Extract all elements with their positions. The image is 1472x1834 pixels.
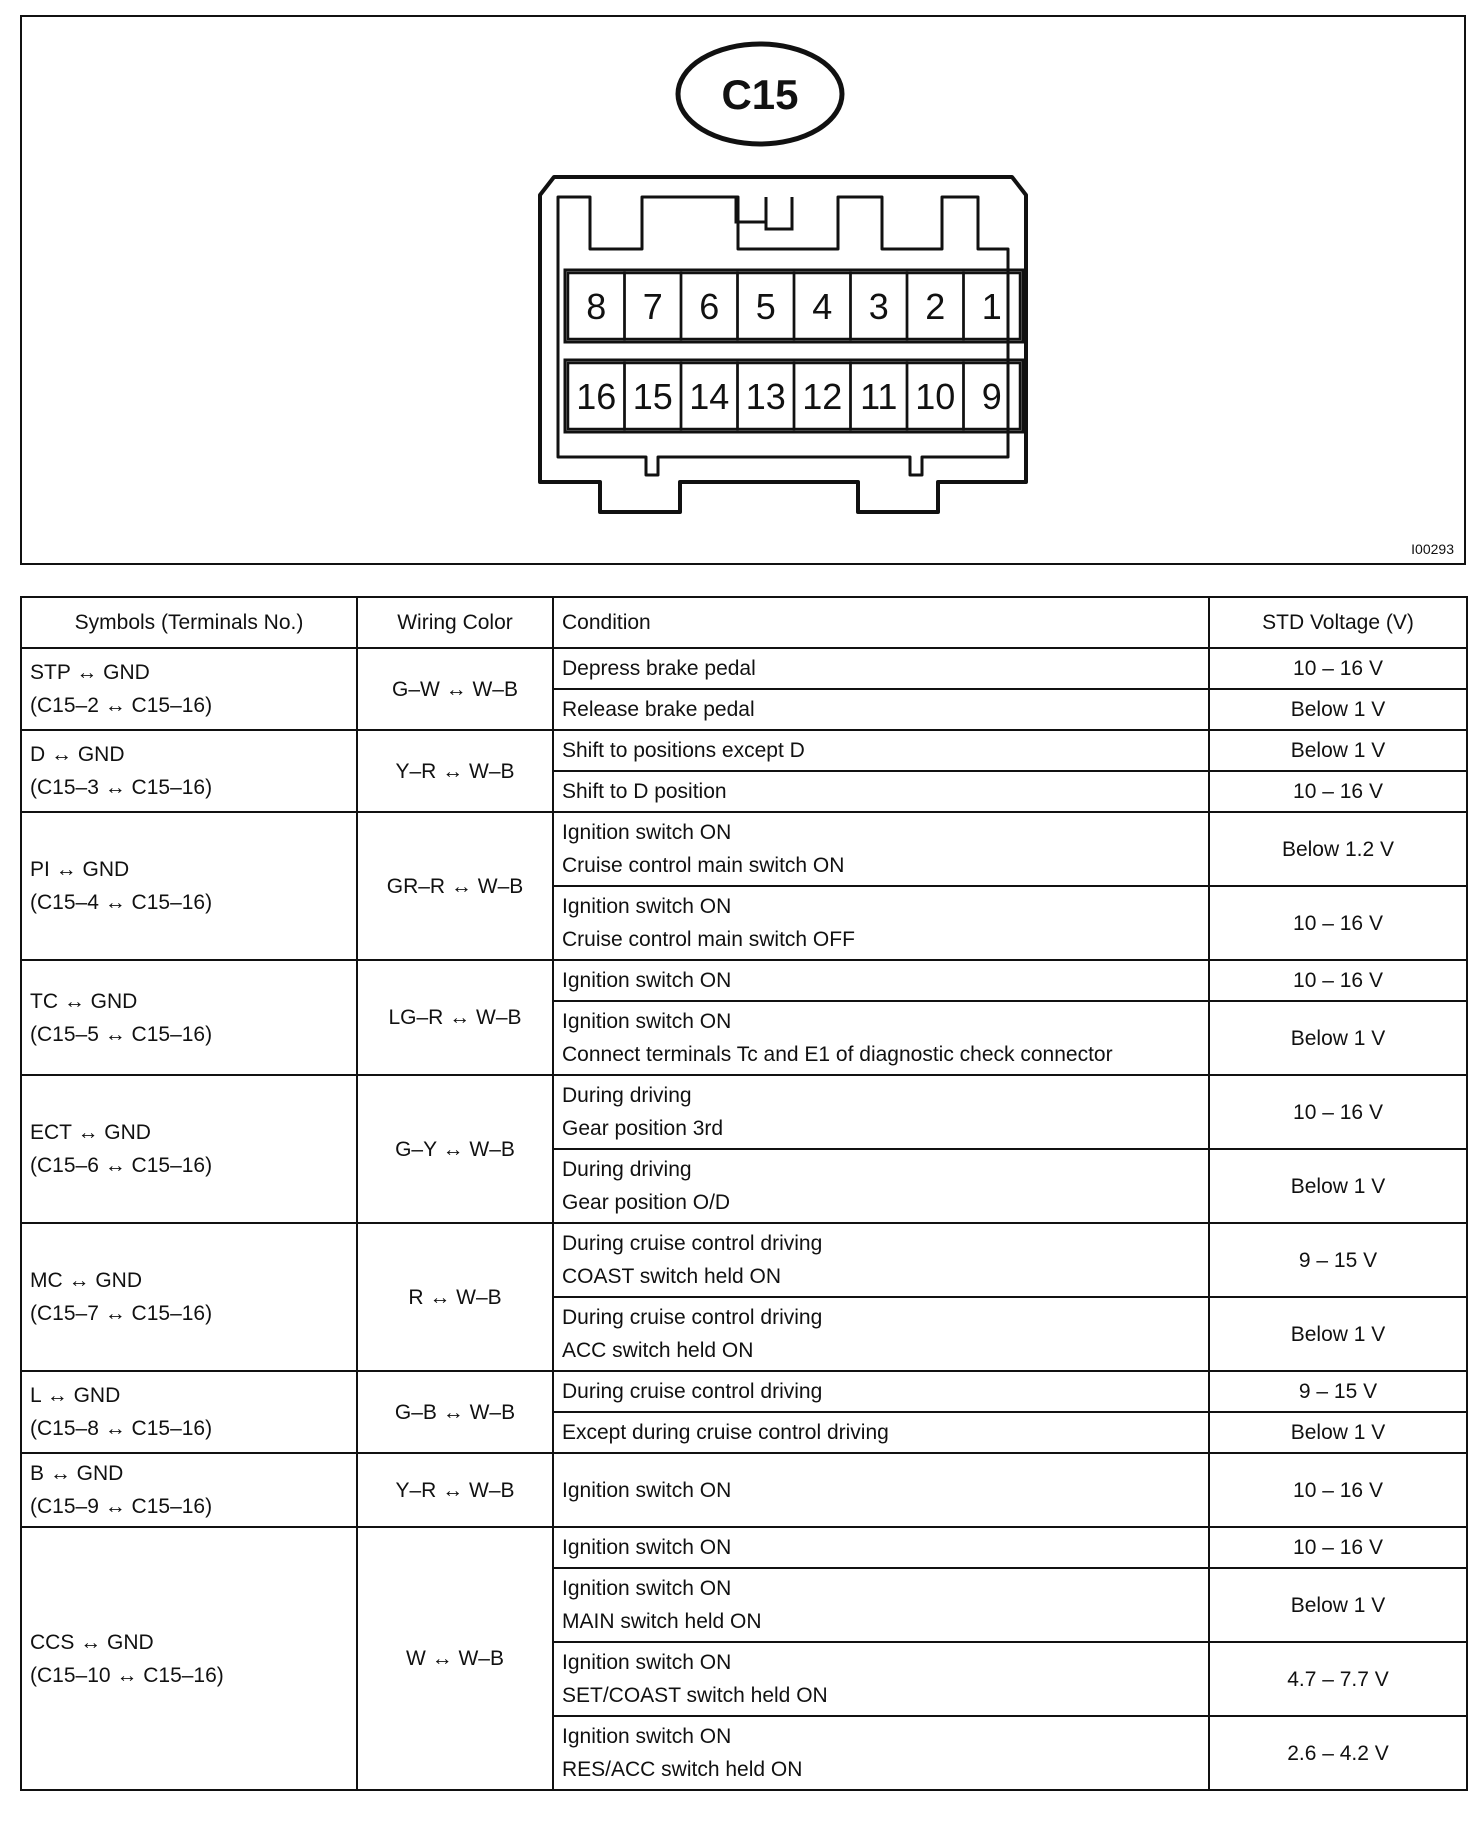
table-body	[21, 648, 1467, 1790]
pin-number: 15	[632, 376, 673, 417]
condition-line: During cruise control driving	[562, 1380, 823, 1403]
condition-line: Ignition switch ON	[562, 969, 732, 992]
connector-key-tab	[736, 197, 792, 229]
connector-label: C15	[721, 71, 799, 118]
table-row	[21, 1453, 1467, 1527]
pin-number: 5	[755, 286, 776, 327]
terminal-numbers: (C15–3 ↔ C15–16)	[30, 776, 213, 799]
pin-rows	[565, 270, 1023, 432]
condition-cell	[553, 1527, 1209, 1568]
condition-line: ACC switch held ON	[562, 1339, 754, 1362]
wiring-color-cell: LG–R ↔ W–B	[357, 960, 553, 1075]
header-wiring-color: Wiring Color	[357, 597, 553, 648]
condition-cell	[553, 1716, 1209, 1790]
condition-cell	[553, 771, 1209, 812]
table-row	[21, 648, 1467, 689]
condition-line: Shift to positions except D	[562, 739, 805, 762]
std-voltage-cell: 10 – 16 V	[1209, 1453, 1467, 1527]
condition-line: Ignition switch ON	[562, 895, 732, 918]
condition-line: Ignition switch ON	[562, 821, 732, 844]
condition-cell	[553, 730, 1209, 771]
pin-number: 16	[576, 376, 617, 417]
std-voltage-cell: Below 1 V	[1209, 730, 1467, 771]
table-row	[21, 812, 1467, 886]
std-voltage-cell: 10 – 16 V	[1209, 771, 1467, 812]
condition-cell	[553, 1642, 1209, 1716]
std-voltage-cell: 10 – 16 V	[1209, 886, 1467, 960]
pin-number: 10	[915, 376, 956, 417]
condition-line: During driving	[562, 1158, 692, 1181]
condition-cell	[553, 1001, 1209, 1075]
condition-line: Depress brake pedal	[562, 657, 756, 680]
pin-number: 13	[745, 376, 786, 417]
condition-line: Ignition switch ON	[562, 1725, 732, 1748]
symbol-cell	[21, 960, 357, 1075]
table-header-row	[21, 597, 1467, 648]
connector-c15-diagram	[22, 17, 1468, 567]
condition-line: Ignition switch ON	[562, 1536, 732, 1559]
std-voltage-cell: Below 1 V	[1209, 1297, 1467, 1371]
symbol-name: STP ↔ GND	[30, 661, 150, 684]
condition-line: COAST switch held ON	[562, 1265, 782, 1288]
terminal-numbers: (C15–8 ↔ C15–16)	[30, 1417, 213, 1440]
condition-line: Ignition switch ON	[562, 1577, 732, 1600]
std-voltage-cell: 9 – 15 V	[1209, 1371, 1467, 1412]
wiring-color-cell: R ↔ W–B	[357, 1223, 553, 1371]
condition-cell	[553, 689, 1209, 730]
std-voltage-cell: Below 1 V	[1209, 689, 1467, 730]
condition-cell	[553, 648, 1209, 689]
header-std-voltage: STD Voltage (V)	[1209, 597, 1467, 648]
condition-line: MAIN switch held ON	[562, 1610, 762, 1633]
symbol-name: B ↔ GND	[30, 1462, 124, 1485]
condition-line: During cruise control driving	[562, 1232, 823, 1255]
condition-cell	[553, 1371, 1209, 1412]
condition-line: Release brake pedal	[562, 698, 755, 721]
std-voltage-cell: 10 – 16 V	[1209, 648, 1467, 689]
wiring-color-cell: GR–R ↔ W–B	[357, 812, 553, 960]
condition-line: SET/COAST switch held ON	[562, 1684, 828, 1707]
wiring-color-cell: W ↔ W–B	[357, 1527, 553, 1790]
condition-cell	[553, 812, 1209, 886]
std-voltage-cell: 4.7 – 7.7 V	[1209, 1642, 1467, 1716]
std-voltage-cell: 2.6 – 4.2 V	[1209, 1716, 1467, 1790]
std-voltage-cell: 9 – 15 V	[1209, 1223, 1467, 1297]
std-voltage-cell: 10 – 16 V	[1209, 1527, 1467, 1568]
symbol-name: MC ↔ GND	[30, 1269, 142, 1292]
condition-line: During cruise control driving	[562, 1306, 823, 1329]
symbol-cell	[21, 648, 357, 730]
wiring-color-cell: G–B ↔ W–B	[357, 1371, 553, 1453]
condition-cell	[553, 1412, 1209, 1453]
terminal-numbers: (C15–2 ↔ C15–16)	[30, 694, 213, 717]
wiring-color-cell: Y–R ↔ W–B	[357, 1453, 553, 1527]
condition-line: During driving	[562, 1084, 692, 1107]
symbol-name: TC ↔ GND	[30, 989, 138, 1013]
condition-line: Cruise control main switch ON	[562, 854, 845, 877]
symbol-name: PI ↔ GND	[30, 858, 130, 881]
pin-number: 8	[586, 286, 607, 327]
pin-number: 1	[981, 286, 1002, 327]
symbol-name: ECT ↔ GND	[30, 1121, 151, 1144]
wiring-color-cell: G–Y ↔ W–B	[357, 1075, 553, 1223]
header-symbols: Symbols (Terminals No.)	[21, 597, 357, 648]
terminal-numbers: (C15–6 ↔ C15–16)	[30, 1154, 213, 1177]
symbol-cell	[21, 1223, 357, 1371]
pin-number: 3	[868, 286, 889, 327]
condition-cell	[553, 1223, 1209, 1297]
condition-cell	[553, 1075, 1209, 1149]
symbol-cell	[21, 730, 357, 812]
std-voltage-cell: 10 – 16 V	[1209, 960, 1467, 1001]
table-row	[21, 730, 1467, 771]
condition-cell	[553, 1149, 1209, 1223]
terminal-numbers: (C15–4 ↔ C15–16)	[30, 891, 213, 914]
table-row	[21, 960, 1467, 1001]
table-row	[21, 1075, 1467, 1149]
terminal-voltage-table	[20, 596, 1468, 1791]
terminal-numbers: (C15–9 ↔ C15–16)	[30, 1495, 213, 1518]
terminal-numbers: (C15–10 ↔ C15–16)	[30, 1663, 224, 1687]
condition-line: Ignition switch ON	[562, 1651, 732, 1674]
wiring-color-cell: G–W ↔ W–B	[357, 648, 553, 730]
condition-line: Shift to D position	[562, 780, 727, 803]
symbol-name: CCS ↔ GND	[30, 1630, 154, 1654]
terminal-numbers: (C15–5 ↔ C15–16)	[30, 1022, 213, 1046]
symbol-cell	[21, 1075, 357, 1223]
terminal-numbers: (C15–7 ↔ C15–16)	[30, 1302, 213, 1325]
connector-housing-outline	[540, 177, 1026, 512]
symbol-cell	[21, 1453, 357, 1527]
std-voltage-cell: 10 – 16 V	[1209, 1075, 1467, 1149]
std-voltage-cell: Below 1 V	[1209, 1001, 1467, 1075]
symbol-name: D ↔ GND	[30, 743, 125, 766]
condition-cell	[553, 1453, 1209, 1527]
table-row	[21, 1527, 1467, 1568]
pin-number: 9	[981, 376, 1002, 417]
condition-line: Cruise control main switch OFF	[562, 928, 855, 951]
pin-number: 7	[642, 286, 663, 327]
pin-number: 2	[925, 286, 946, 327]
header-condition: Condition	[553, 597, 1209, 648]
symbol-cell	[21, 1527, 357, 1790]
condition-cell	[553, 960, 1209, 1001]
wiring-color-cell: Y–R ↔ W–B	[357, 730, 553, 812]
figure-id: I00293	[1411, 541, 1454, 557]
condition-line: Except during cruise control driving	[562, 1421, 889, 1444]
table-row	[21, 1371, 1467, 1412]
condition-line: Gear position 3rd	[562, 1117, 724, 1140]
pin-number: 14	[689, 376, 730, 417]
pin-number: 11	[860, 376, 898, 417]
std-voltage-cell: Below 1 V	[1209, 1568, 1467, 1642]
connector-diagram-panel	[20, 15, 1466, 565]
std-voltage-cell: Below 1 V	[1209, 1412, 1467, 1453]
condition-cell	[553, 1297, 1209, 1371]
condition-line: Connect terminals Tc and E1 of diagnostic check connector	[562, 1043, 1113, 1066]
symbol-cell	[21, 1371, 357, 1453]
condition-line: Gear position O/D	[562, 1191, 731, 1214]
condition-cell	[553, 886, 1209, 960]
symbol-cell	[21, 812, 357, 960]
condition-line: RES/ACC switch held ON	[562, 1758, 803, 1781]
std-voltage-cell: Below 1 V	[1209, 1149, 1467, 1223]
pin-number: 6	[699, 286, 720, 327]
condition-line: Ignition switch ON	[562, 1010, 732, 1033]
table-row	[21, 1223, 1467, 1297]
std-voltage-cell: Below 1.2 V	[1209, 812, 1467, 886]
pin-number: 4	[812, 286, 833, 327]
pin-number: 12	[802, 376, 843, 417]
condition-line: Ignition switch ON	[562, 1478, 732, 1502]
symbol-name: L ↔ GND	[30, 1384, 121, 1407]
condition-cell	[553, 1568, 1209, 1642]
